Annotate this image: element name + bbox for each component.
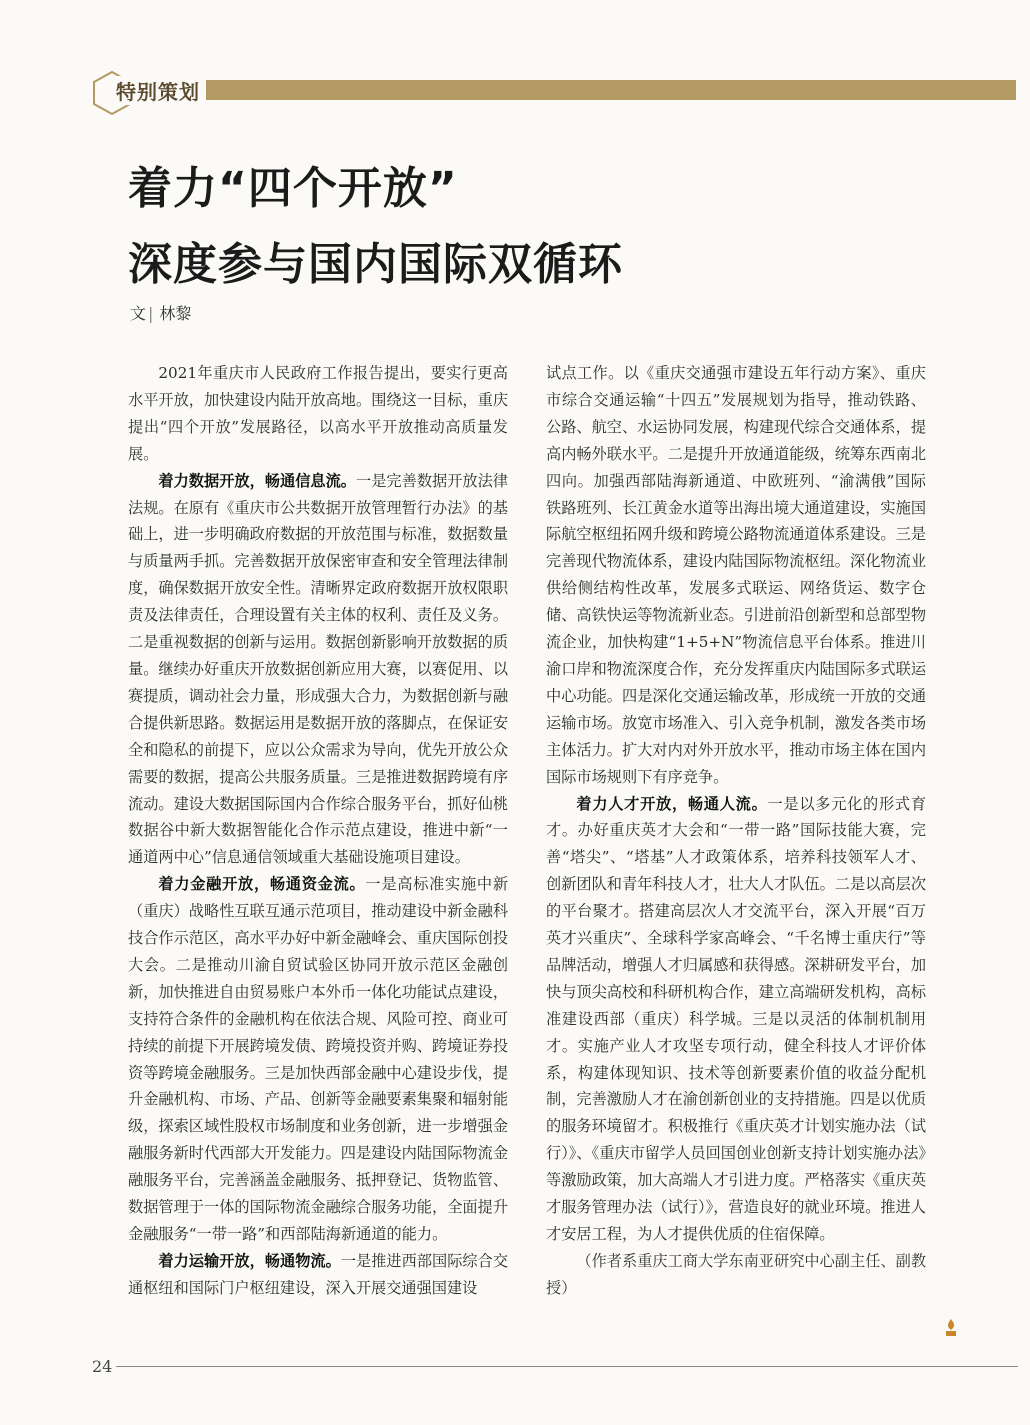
article-title-line-1: 着力“四个开放” [128,163,458,214]
finance-openness-body: 一是高标准实施中新（重庆）战略性互联互通示范项目，推动建设中新金融科技合作示范区，高水平办好中新金融峰会、重庆国际创投大会。二是推动川渝自贸试验区协同开放示范区金融创新，加快推进自由贸易账户本外币一体化功能试点建设，支持符合条件的金融机构在依法合规、风险可控、商业可持续的前提下开展跨境发债、跨境投资并购、跨境证券投资等跨境金融服务。三是加快西部金融中心建设步伐，提升金融机构、市场、产品、创新等金融要素集聚和辐射能级，探索区域性股权市场制度和业务创新，进一步增强金融服务新时代西部大开发能力。四是建设内陆国际物流金融服务平台，完善涵盖金融服务、抵押登记、货物监管、数据管理于一体的国际物流金融综合服务功能，全面提升金融服务“一带一路”和西部陆海新通道的能力。 [128,875,509,1243]
talent-openness-paragraph [546,791,926,1248]
article-title-line-2: 深度参与国内国际双循环 [128,239,623,290]
left-column [128,360,508,1302]
finance-openness-heading: 着力金融开放，畅通资金流。 [158,875,366,894]
talent-openness-body: 一是以多元化的形式育才。办好重庆英才大会和“一带一路”国际技能大赛，完善“塔尖”、“塔基”人才政策体系，培养科技领军人才、创新团队和青年科技人才，壮大人才队伍。二是以高层次的平台聚才。搭建高层次人才交流平台，深入开展“百万英才兴重庆”、全球科学家高峰会、“千名博士重庆行”等品牌活动，增强人才归属感和获得感。深耕研发平台，加快与顶尖高校和科研机构合作，建立高端研发机构，高标准建设西部（重庆）科学城。三是以灵活的体制机制用才。实施产业人才攻坚专项行动，健全科技人才评价体系，构建体现知识、技术等创新要素价值的收益分配机制，完善激励人才在渝创新创业的支持措施。四是以优质的服务环境留才。积极推行《重庆英才计划实施办法（试行）》、《重庆市留学人员回国创业创新支持计划实施办法》等激励政策，加大高端人才引进力度。严格落实《重庆英才服务管理办法（试行）》，营造良好的就业环境。推进人才安居工程，为人才提供优质的住宿保障。 [546,794,927,1243]
transport-openness-heading: 着力运输开放，畅通物流。 [158,1251,341,1270]
intro-paragraph: 2021年重庆市人民政府工作报告提出，要实行更高水平开放，加快建设内陆开放高地。围绕这一目标，重庆提出“四个开放”发展路径，以高水平开放推动高质量发展。 [128,364,508,463]
transport-openness-body: 一是推进西部国际综合交通枢纽和国际门户枢纽建设，深入开展交通强国建设 [128,1251,509,1297]
byline: 文 | 林黎 [130,304,192,323]
talent-openness-heading: 着力人才开放，畅通人流。 [576,794,768,813]
finance-openness-paragraph [128,871,508,1248]
byline-prefix: 文 [130,304,147,323]
section-banner-bar [150,80,1016,100]
data-openness-body: 一是完善数据开放法律法规。在原有《重庆市公共数据开放管理暂行办法》的基础上，进一步明确政府数据的开放范围与标准，数据数量与质量两手抓。完善数据开放保密审查和安全管理法律制度，确保数据开放安全性。清晰界定政府数据开放权限职责及法律责任，合理设置有关主体的权利、责任及义务。二是重视数据的创新与运用。数据创新影响开放数据的质量。继续办好重庆开放数据创新应用大赛，以赛促用、以赛提质，调动社会力量，形成强大合力，为数据创新与融合提供新思路。数据运用是数据开放的落脚点，在保证安全和隐私的前提下，应以公众需求为导向，优先开放公众需要的数据，提高公共服务质量。三是推进数据跨境有序流动。建设大数据国际国内合作综合服务平台，抓好仙桃数据谷中新大数据智能化合作示范点建设，推进中新“一通道两中心”信息通信领域重大基础设施项目建设。 [128,471,509,867]
page-number: 24 [92,1357,116,1376]
footer-rule [112,1366,1018,1367]
transport-openness-continued: 试点工作。以《重庆交通强市建设五年行动方案》、重庆市综合交通运输“十四五”发展规划为指导，推动铁路、公路、航空、水运协同发展，构建现代综合交通体系，提高内畅外联水平。二是提升开放通道能级，统筹东西南北四向。加强西部陆海新通道、中欧班列、“渝满俄”国际铁路班列、长江黄金水道等出海出境大通道建设，实施国际航空枢纽拓网升级和跨境公路物流通道体系建设。三是完善现代物流体系，建设内陆国际物流枢纽。深化物流业供给侧结构性改革，发展多式联运、网络货运、数字仓储、高铁快运等物流新业态。引进前沿创新型和总部型物流企业，加快构建“1+5+N”物流信息平台体系。推进川渝口岸和物流深度合作，充分发挥重庆内陆国际多式联运中心功能。四是深化交通运输改革，形成统一开放的交通运输市场。放宽市场准入、引入竞争机制，激发各类市场主体活力。扩大对内对外开放水平，推动市场主体在国内国际市场规则下有序竞争。 [546,364,926,786]
data-openness-paragraph [128,468,508,872]
data-openness-heading: 着力数据开放，畅通信息流。 [158,471,357,490]
author-note: （作者系重庆工商大学东南亚研究中心副主任、副教授） [546,1251,926,1297]
transport-openness-paragraph [128,1248,508,1302]
end-mark-icon [944,1318,958,1338]
author-name: 林黎 [159,304,192,323]
section-label: 特别策划 [110,76,206,105]
right-column [546,360,926,1302]
